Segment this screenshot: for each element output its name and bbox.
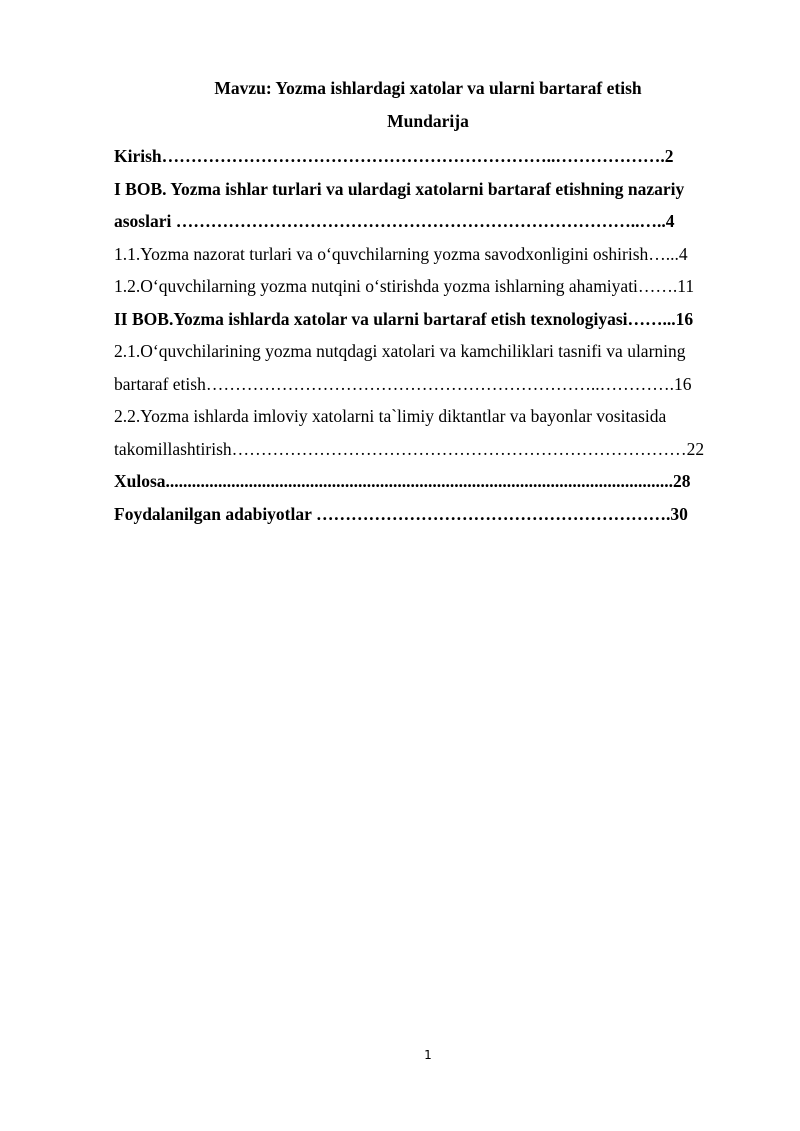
toc-entry-section-1-2: 1.2.O‘quvchilarning yozma nutqini o‘stirishda yozma ishlarning ahamiyati…….11 xyxy=(114,276,695,296)
toc-entry-section-2-1-line-2: bartaraf etish…………………………………………………………..………….16 xyxy=(114,373,692,394)
document-topic: Mavzu: Yozma ishlardagi xatolar va ularni bartaraf etish xyxy=(214,78,642,98)
toc-entry-section-2-1-line-1: 2.1.O‘quvchilarining yozma nutqdagi xatolari va kamchiliklari tasnifi va ularning xyxy=(114,341,686,361)
toc-entry-introduction: Kirish…………………………………………………………..……………….2 xyxy=(114,146,674,166)
toc-entry-chapter-1-line-1: I BOB. Yozma ishlar turlari va ulardagi xatolarni bartaraf etishning nazariy xyxy=(114,178,685,199)
toc-entry-conclusion: Xulosa....................................................................................................................28 xyxy=(114,471,691,491)
toc-entry-section-2-2-line-1: 2.2.Yozma ishlarda imloviy xatolarni ta`limiy diktantlar va bayonlar vositasida xyxy=(114,406,667,426)
toc-entry-references: Foydalanilgan adabiyotlar …………………………………………………….30 xyxy=(114,503,688,524)
toc-entry-section-2-2-line-2: takomillashtirish……………………………………………………………………22 xyxy=(114,438,705,459)
page-number: 1 xyxy=(424,1048,432,1062)
table-of-contents xyxy=(114,140,742,530)
toc-entry-section-1-1: 1.1.Yozma nazorat turlari va o‘quvchilarning yozma savodxonligini oshirish…...4 xyxy=(114,243,688,264)
toc-title: Mundarija xyxy=(387,111,469,131)
toc-entry-chapter-1-line-2: asoslari ……………………………………………………………………..…..4 xyxy=(114,211,675,231)
toc-entry-chapter-2: II BOB.Yozma ishlarda xatolar va ularni bartaraf etish texnologiyasi……...16 xyxy=(114,308,694,329)
